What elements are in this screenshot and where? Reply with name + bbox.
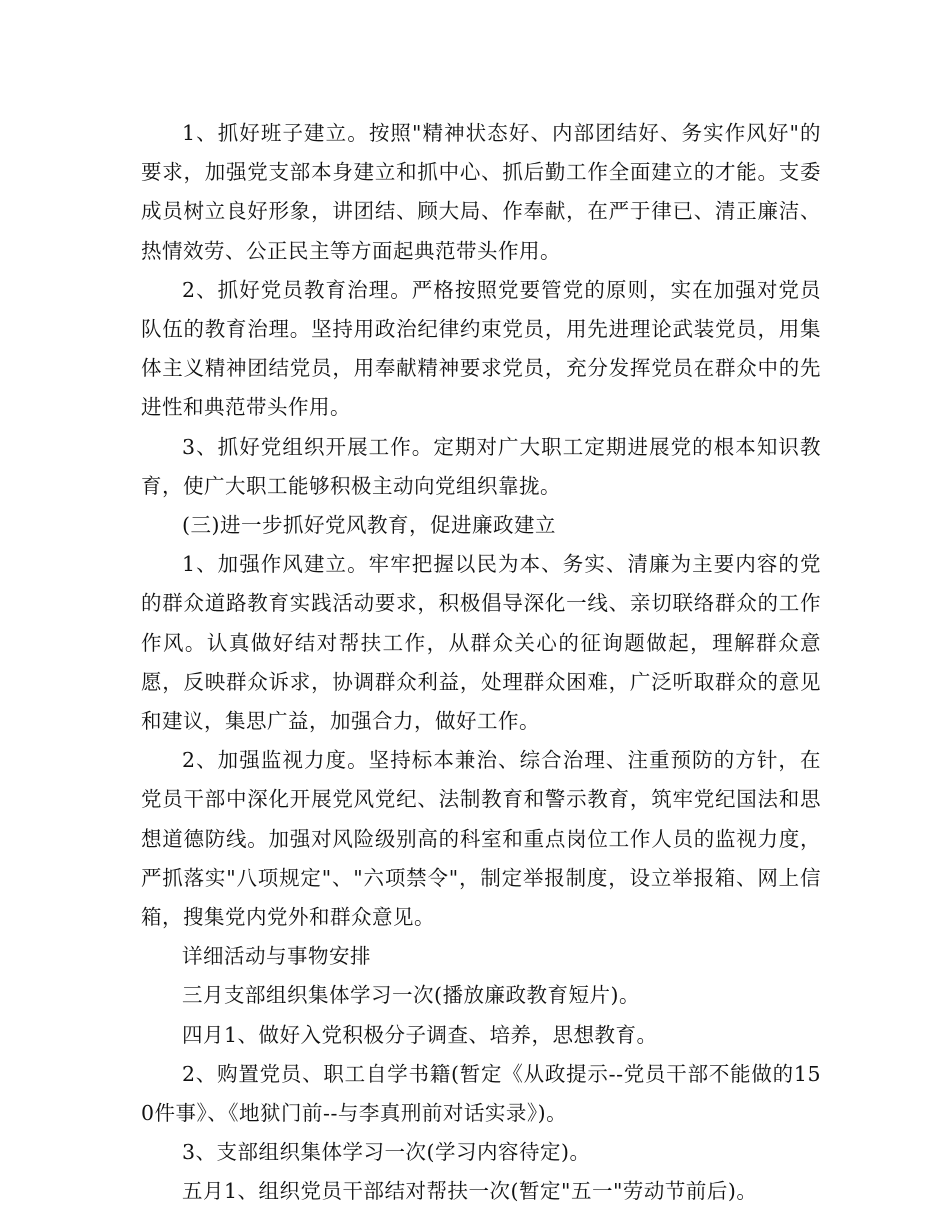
paragraph-organization-work: 3、抓好党组织开展工作。定期对广大职工定期进展党的根本知识教育，使广大职工能够积极主动向党组织靠拢。 (141, 434, 821, 498)
schedule-april-2: 2、购置党员、职工自学书籍(暂定《从政提示--党员干部不能做的150件事》、《地狱门前--与李真刑前对话实录》)。 (141, 1061, 821, 1126)
paragraph-supervision: 2、加强监视力度。坚持标本兼治、综合治理、注重预防的方针，在党员干部中深化开展党风党纪、法制教育和警示教育，筑牢党纪国法和思想道德防线。加强对风险级别高的科室和重点岗位工作人员的监视力度，严抓落实"八项规定"、"六项禁令"，制定举报制度，设立举报箱、网上信箱，搜集党内党外和群众意见。 (141, 748, 821, 930)
paragraph-team-building: 1、抓好班子建立。按照"精神状态好、内部团结好、务实作风好"的要求，加强党支部本身建立和抓中心、抓后勤工作全面建立的才能。支委成员树立良好形象，讲团结、顾大局、作奉献，在严于律已、清正廉洁、热情效劳、公正民主等方面起典范带头作用。 (141, 121, 821, 263)
paragraph-work-style: 1、加强作风建立。牢牢把握以民为本、务实、清廉为主要内容的党的群众道路教育实践活动要求，积极倡导深化一线、亲切联络群众的工作作风。认真做好结对帮扶工作，从群众关心的征询题做起，理解群众意愿，反映群众诉求，协调群众利益，处理群众困难，广泛听取群众的意见和建议，集思广益，加强合力，做好工作。 (141, 552, 821, 734)
schedule-may-1: 五月1、组织党员干部结对帮扶一次(暂定"五一"劳动节前后)。 (182, 1179, 758, 1204)
schedule-march: 三月支部组织集体学习一次(播放廉政教育短片)。 (182, 983, 640, 1008)
schedule-april-1: 四月1、做好入党积极分子调查、培养，思想教育。 (182, 1022, 658, 1047)
document-page (141, 114, 821, 1212)
paragraph-member-education: 2、抓好党员教育治理。严格按照党要管党的原则，实在加强对党员队伍的教育治理。坚持用政治纪律约束党员，用先进理论武装党员，用集体主义精神团结党员，用奉献精神要求党员，充分发挥党员在群众中的先进性和典范带头作用。 (141, 277, 821, 420)
section-heading-schedule: 详细活动与事物安排 (182, 944, 371, 969)
section-heading-party-style: (三)进一步抓好党风教育，促进廉政建立 (182, 513, 556, 538)
schedule-april-3: 3、支部组织集体学习一次(学习内容待定)。 (182, 1140, 591, 1165)
